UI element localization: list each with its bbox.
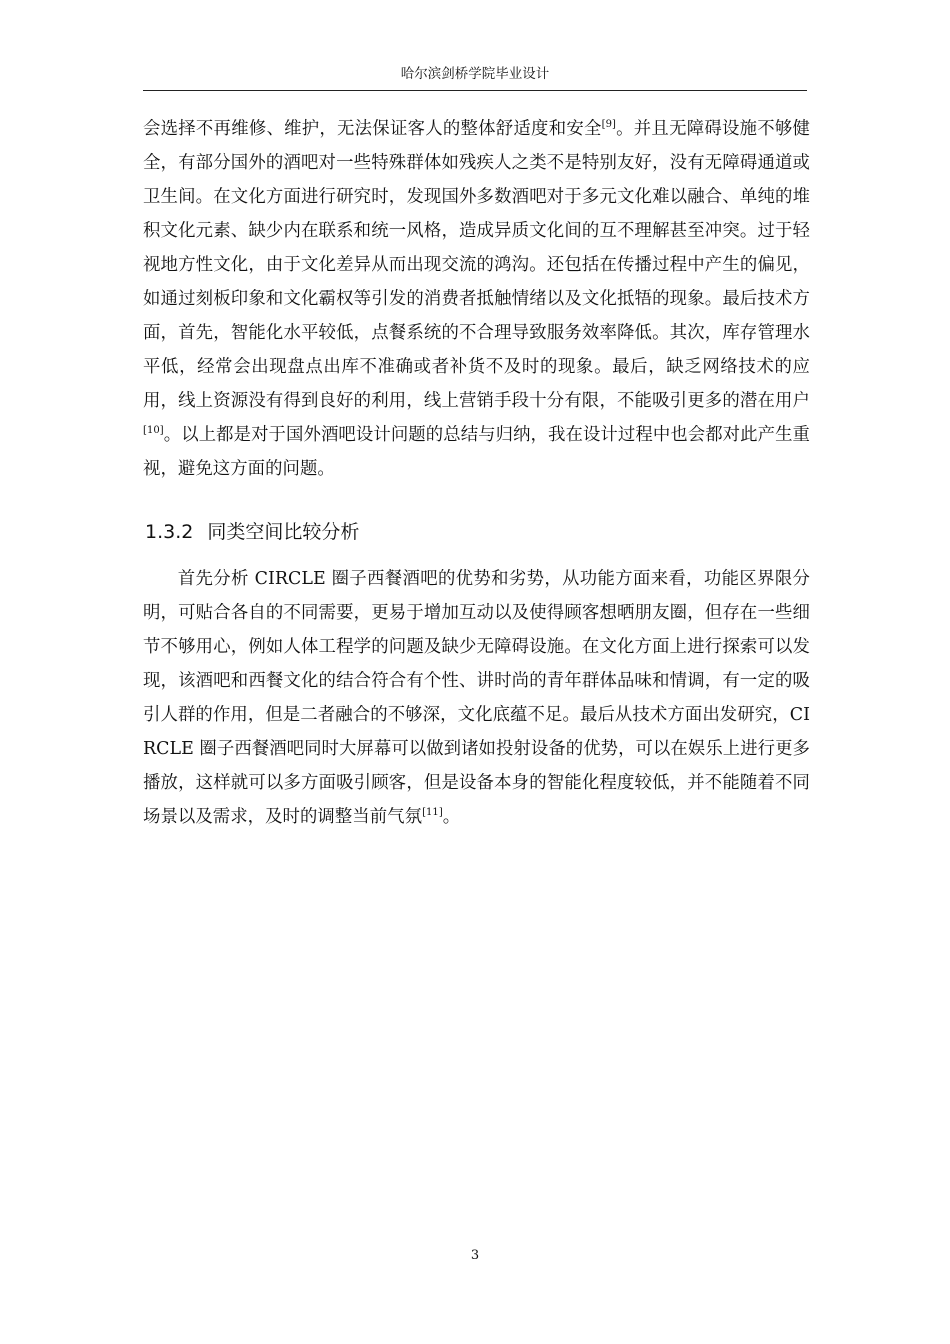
page-number-value: 3 — [470, 1248, 480, 1263]
body-paragraph-2 — [143, 562, 810, 834]
paragraph-text-segment: 。并且无障碍设施不够健全，有部分国外的酒吧对一些特殊群体如残疾人之类不是特别友好，没有无障碍通道或卫生间。在文化方面进行研究时，发现国外多数酒吧对于多元文化难以融合、单纯的堆积文化元素、缺少内在联系和统一风格，造成异质文化间的互不理解甚至冲突。过于轻视地方性文化，由于文化差异从而出现交流的鸿沟。还包括在传播过程中产生的偏见，如通过刻板印象和文化霸权等引发的消费者抵触情绪以及文化抵牾的现象。最后技术方面，首先，智能化水平较低，点餐系统的不合理导致服务效率降低。其次，库存管理水平低，经常会出现盘点出库不准确或者补货不及时的现象。最后，缺乏网络技术的应用，线上资源没有得到良好的利用，线上营销手段十分有限，不能吸引更多的潜在用户 — [143, 119, 810, 411]
paragraph-text — [143, 112, 810, 486]
header-title: 哈尔滨剑桥学院毕业设计 — [400, 66, 550, 82]
page-header — [143, 64, 807, 91]
body-paragraph-1 — [143, 112, 810, 486]
paragraph-text — [143, 562, 810, 834]
section-title: 同类空间比较分析 — [207, 521, 360, 543]
paragraph-text-segment: 。以上都是对于国外酒吧设计问题的总结与归纳，我在设计过程中也会都对此产生重视，避免这方面的问题。 — [143, 425, 810, 479]
paragraph-text-segment: 首先分析 CIRCLE 圈子西餐酒吧的优势和劣势，从功能方面来看，功能区界限分明，可贴合各自的不同需要，更易于增加互动以及使得顾客想晒朋友圈，但存在一些细节不够用心，例如人体工程学的问题及缺少无障碍设施。在文化方面上进行探索可以发现，该酒吧和西餐文化的结合符合有个性、讲时尚的青年群体品味和情调，有一定的吸引人群的作用，但是二者融合的不够深，文化底蕴不足。最后从技术方面出发研究，CIRCLE 圈子西餐酒吧同时大屏幕可以做到诸如投射设备的优势，可以在娱乐上进行更多播放，这样就可以多方面吸引顾客，但是设备本身的智能化程度较低，并不能随着不同场景以及需求，及时的调整当前气氛 — [143, 569, 810, 827]
citation-ref: [11] — [422, 807, 443, 819]
citation-ref: [9] — [601, 119, 616, 131]
paragraph-text-segment: 。 — [442, 807, 461, 827]
paragraph-text-segment: 会选择不再维修、维护，无法保证客人的整体舒适度和安全 — [143, 119, 602, 139]
section-number: 1.3.2 — [145, 521, 194, 543]
section-heading — [145, 518, 359, 546]
citation-ref: [10] — [143, 425, 164, 437]
page-number — [0, 1247, 950, 1265]
